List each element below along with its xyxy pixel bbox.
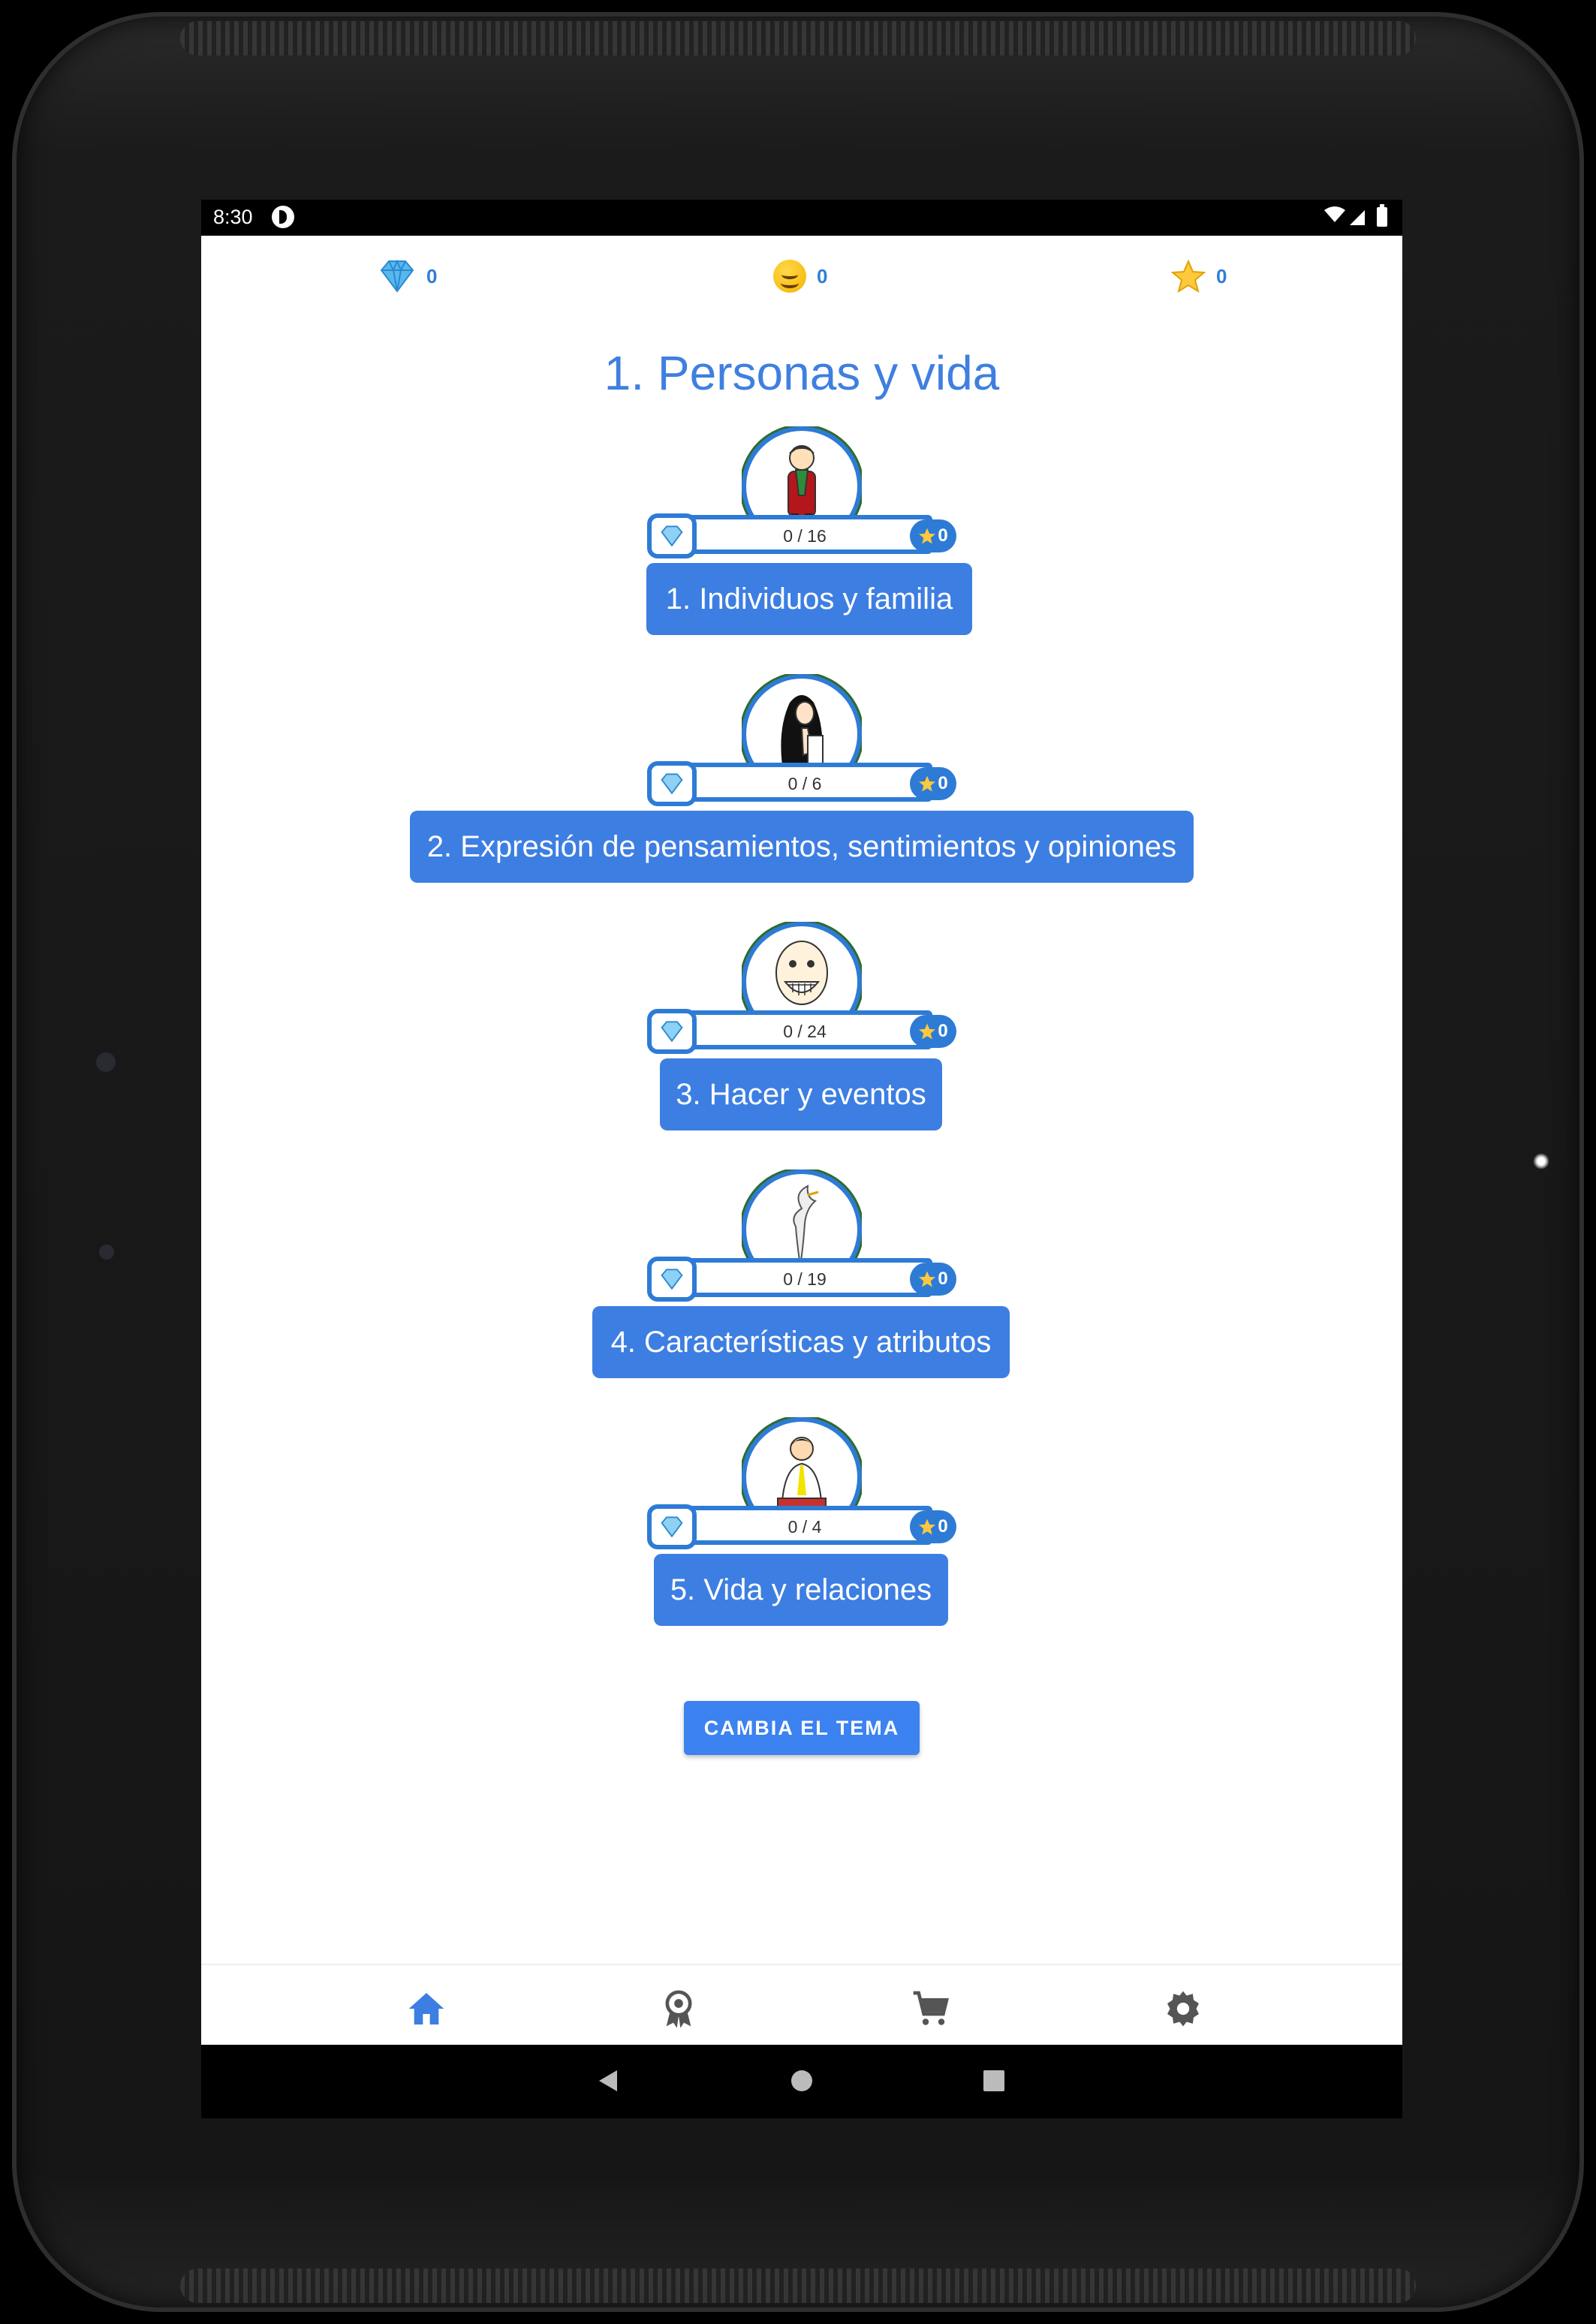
light-sensor-icon: [1533, 1153, 1549, 1170]
man-at-desk-icon: [763, 1426, 841, 1518]
topic-card: [201, 426, 1402, 644]
topic-stars: [910, 1015, 956, 1048]
topic-stars-count: 0: [938, 525, 948, 546]
cart-icon[interactable]: [910, 1988, 952, 2030]
status-time: 8:30: [213, 206, 253, 228]
topic-stars-count: 0: [938, 1021, 948, 1041]
sensor-dot-icon: [99, 1245, 114, 1260]
topic-avatar[interactable]: [742, 426, 862, 527]
man-with-scarf-icon: [763, 435, 841, 527]
topic-button[interactable]: 4. Características y atributos: [592, 1306, 1010, 1378]
progress-text: 0 / 16: [677, 515, 932, 554]
smiles-count: 0: [817, 264, 828, 287]
diamond-icon: [659, 1021, 685, 1042]
star-icon: [918, 1022, 936, 1040]
praying-nun-icon: [763, 683, 841, 775]
progress-bar: [647, 1010, 947, 1055]
diamond-icon: [659, 525, 685, 546]
topic-stars-count: 0: [938, 1269, 948, 1289]
topic-avatar[interactable]: [742, 1417, 862, 1518]
award-icon[interactable]: [658, 1988, 700, 2030]
wifi-icon: [1324, 206, 1345, 224]
speaker-grille-bottom: [180, 2268, 1416, 2303]
progress-gem: [647, 761, 697, 806]
diamond-icon: [659, 1516, 685, 1537]
progress-gem: [647, 513, 697, 558]
gems-counter: [378, 260, 437, 293]
stars-count: 0: [1216, 264, 1227, 287]
star-icon: [1171, 260, 1206, 293]
diamond-icon: [659, 1269, 685, 1290]
back-icon[interactable]: [595, 2067, 622, 2094]
progress-text: 0 / 24: [677, 1010, 932, 1049]
topic-stars: [910, 1263, 956, 1296]
status-bar: [201, 200, 1402, 236]
seagull-icon: [763, 1179, 841, 1270]
topic-avatar[interactable]: [742, 1170, 862, 1270]
smiley-face-icon: [773, 260, 806, 293]
progress-text: 0 / 19: [677, 1258, 932, 1297]
progress-bar: [647, 1506, 947, 1551]
topic-card: [201, 922, 1402, 1139]
topic-avatar[interactable]: [742, 922, 862, 1022]
topic-button[interactable]: 2. Expresión de pensamientos, sentimientos y opiniones: [410, 811, 1194, 883]
diamond-icon: [378, 260, 416, 293]
topic-stars: [910, 519, 956, 552]
notification-icon: [272, 206, 294, 228]
system-navigation-bar: [201, 2045, 1402, 2118]
topic-button[interactable]: 1. Individuos y familia: [646, 563, 972, 635]
gems-count: 0: [426, 264, 438, 287]
progress-gem: [647, 1504, 697, 1549]
progress-bar: [647, 1258, 947, 1303]
star-icon: [918, 527, 936, 545]
grinning-face-icon: [763, 931, 841, 1022]
topic-avatar[interactable]: [742, 674, 862, 775]
topic-card: [201, 1417, 1402, 1635]
progress-gem: [647, 1257, 697, 1302]
page-title: 1. Personas y vida: [604, 346, 1000, 400]
progress-text: 0 / 4: [677, 1506, 932, 1545]
star-icon: [918, 775, 936, 793]
diamond-icon: [659, 773, 685, 794]
battery-icon: [1377, 207, 1387, 227]
topic-card: [201, 1170, 1402, 1387]
front-camera-icon: [96, 1052, 116, 1072]
signal-icon: [1348, 209, 1366, 227]
smiles-counter: [773, 260, 827, 293]
stars-counter: [1171, 260, 1227, 293]
progress-bar: [647, 515, 947, 560]
home-icon[interactable]: [405, 1988, 447, 2030]
topic-stars-count: 0: [938, 773, 948, 793]
star-icon: [918, 1518, 936, 1536]
settings-icon[interactable]: [1162, 1988, 1204, 2030]
topic-stars: [910, 1510, 956, 1543]
topic-button[interactable]: 5. Vida y relaciones: [654, 1554, 948, 1626]
change-topic-button[interactable]: CAMBIA EL TEMA: [684, 1701, 920, 1755]
app-screen: [201, 200, 1402, 2118]
progress-text: 0 / 6: [677, 763, 932, 802]
recents-icon[interactable]: [980, 2067, 1007, 2094]
star-icon: [918, 1270, 936, 1288]
bottom-navigation: [201, 1964, 1402, 2046]
progress-gem: [647, 1009, 697, 1054]
speaker-grille-top: [180, 21, 1416, 56]
topic-stars-count: 0: [938, 1516, 948, 1537]
progress-bar: [647, 763, 947, 808]
topic-button[interactable]: 3. Hacer y eventos: [660, 1058, 942, 1130]
topic-stars: [910, 767, 956, 800]
home-circle-icon[interactable]: [788, 2067, 815, 2094]
topic-card: [201, 674, 1402, 892]
